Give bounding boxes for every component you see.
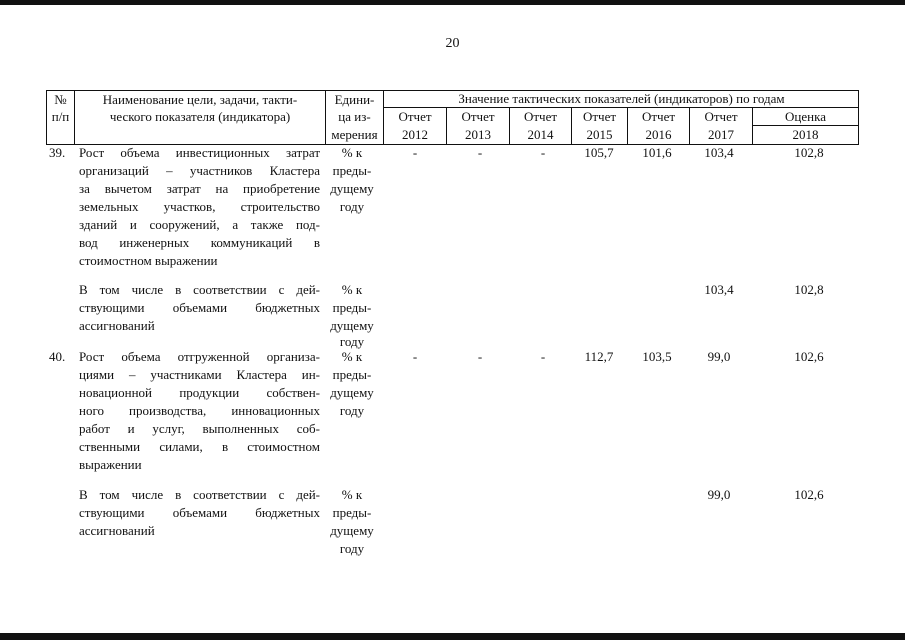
header-name-line2: ческого показателя (индикатора) [109, 109, 291, 124]
header-num-line1: № [54, 92, 67, 107]
header-year: 2014 [527, 127, 554, 142]
row-description-line: ственными силами, в стоимостном [79, 439, 320, 454]
row-unit-line: году [339, 334, 365, 349]
row-number: 39. [49, 145, 66, 160]
header-year: 2015 [586, 127, 613, 142]
row-description-line: стоимостном выражении [79, 253, 218, 268]
value-2018: 102,8 [794, 145, 824, 160]
value-2017: 103,4 [704, 282, 734, 297]
top-scan-border [0, 0, 905, 5]
header-year-label: Отчет [398, 109, 432, 124]
value-2017: 103,4 [704, 145, 734, 160]
header-year-label: Отчет [461, 109, 495, 124]
row-unit-line: году [339, 199, 365, 214]
row-description-line: вод инженерных коммуникаций в [79, 235, 320, 250]
value-2015: 112,7 [584, 349, 614, 364]
row-description-line: циями – участниками Кластера ин- [79, 367, 320, 382]
page-number: 20 [445, 36, 460, 51]
value-2018: 102,8 [794, 282, 824, 297]
value-2017: 99,0 [707, 349, 731, 364]
row-unit-line: % к [341, 145, 363, 160]
value-2014: - [540, 349, 546, 364]
header-year: 2013 [465, 127, 491, 142]
header-year: 2017 [708, 127, 734, 142]
row-unit-line: % к [341, 349, 363, 364]
bottom-scan-border [0, 633, 905, 640]
header-year-label: Отчет [704, 109, 738, 124]
row-description-line: зданий и сооружений, а также под- [79, 217, 320, 232]
row-description-line: Рост объема отгруженной организа- [79, 349, 320, 364]
row-description-line: Рост объема инвестиционных затрат [79, 145, 320, 160]
header-name-line1: Наименование цели, задачи, такти- [102, 92, 298, 107]
header-year-label: Отчет [641, 109, 676, 124]
value-2012: - [412, 145, 418, 160]
value-2016: 101,6 [642, 145, 672, 160]
row-unit-line: % к [341, 282, 363, 297]
value-2015: 105,7 [584, 145, 614, 160]
row-unit-line: дущему [330, 318, 374, 333]
header-values-title: Значение тактических показателей (индикаторов) по годам [458, 91, 785, 106]
row-number: 40. [49, 349, 66, 364]
row-unit-line: преды- [332, 300, 372, 315]
row-description-line: выражении [79, 457, 142, 472]
value-2013: - [477, 349, 483, 364]
row-description-line: новационной продукции собствен- [79, 385, 320, 400]
header-unit-line1: Едини- [334, 92, 375, 107]
row-unit-line: году [339, 541, 365, 556]
row-unit-line: преды- [332, 505, 372, 520]
row-unit-line: % к [341, 487, 363, 502]
row-description-line: ствующими объемами бюджетных [79, 300, 320, 315]
row-unit-line: преды- [332, 367, 372, 382]
header-unit-line2: ца из- [338, 109, 371, 124]
header-year: 2016 [645, 127, 672, 142]
row-description-line: ствующими объемами бюджетных [79, 505, 320, 520]
value-2013: - [477, 145, 483, 160]
value-2016: 103,5 [642, 349, 672, 364]
row-unit-line: году [339, 403, 365, 418]
header-year: 2018 [792, 127, 819, 142]
value-2014: - [540, 145, 546, 160]
row-unit-line: дущему [330, 181, 374, 196]
header-year-label: Отчет [523, 109, 558, 124]
value-2018: 102,6 [794, 487, 824, 502]
row-description-line: организаций – участников Кластера [79, 163, 320, 178]
row-description-line: В том числе в соответствии с дей- [79, 282, 320, 297]
value-2012: - [412, 349, 418, 364]
row-unit-line: преды- [332, 163, 372, 178]
header-year: 2012 [402, 127, 428, 142]
value-2017: 99,0 [707, 487, 731, 502]
row-description-line: ассигнований [79, 318, 155, 333]
row-unit-line: дущему [330, 385, 374, 400]
value-2018: 102,6 [794, 349, 824, 364]
header-year-label: Отчет [582, 109, 617, 124]
row-description-line: В том числе в соответствии с дей- [79, 487, 320, 502]
row-description-line: ного производства, инновационных [79, 403, 320, 418]
row-unit-line: дущему [330, 523, 374, 538]
header-year-label: Оценка [785, 109, 826, 124]
row-description-line: ассигнований [79, 523, 155, 538]
row-description-line: за вычетом затрат на приобретение [79, 181, 320, 196]
header-num-line2: п/п [51, 109, 70, 124]
header-unit-line3: мерения [331, 127, 378, 142]
row-description-line: земельных участков, строительство [79, 199, 320, 214]
row-description-line: работ и услуг, выполненных соб- [79, 421, 320, 436]
